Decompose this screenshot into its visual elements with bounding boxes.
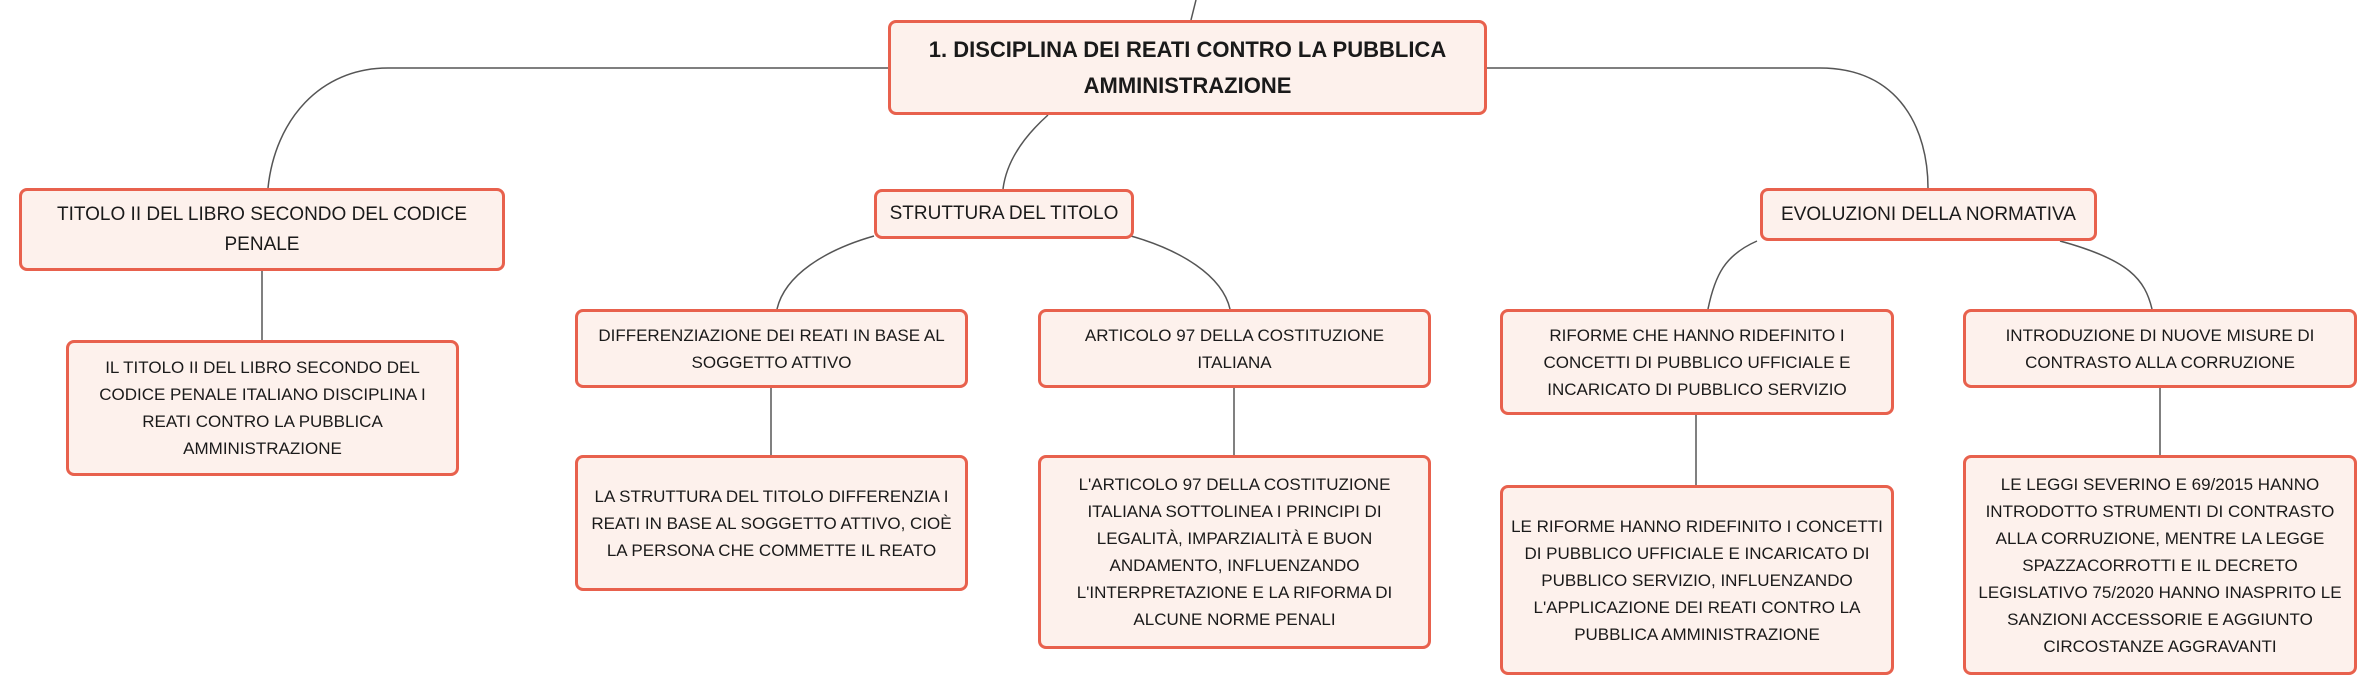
edge-struttura-to-articolo: [1131, 236, 1230, 309]
detail-label: LA STRUTTURA DEL TITOLO DIFFERENZIA I REATI IN BASE AL SOGGETTO ATTIVO, CIOÈ LA PERSONA CHE COMMETTE IL REATO: [591, 486, 952, 560]
topic-label: EVOLUZIONI DELLA NORMATIVA: [1781, 203, 2076, 225]
subtopic-riforme[interactable]: [1500, 309, 1894, 415]
edge-evoluzioni-to-riforme: [1708, 241, 1757, 309]
root-node[interactable]: [888, 20, 1487, 115]
edge-root-to-titolo: [268, 68, 888, 188]
subtopic-label: ARTICOLO 97 DELLA COSTITUZIONE ITALIANA: [1084, 325, 1385, 372]
detail-label: IL TITOLO II DEL LIBRO SECONDO DEL CODICE PENALE ITALIANO DISCIPLINA I REATI CONTRO LA PUBBLICA AMMINISTRAZIONE: [99, 358, 426, 458]
topic-evoluzioni[interactable]: [1760, 188, 2097, 241]
subtopic-articolo-97[interactable]: [1038, 309, 1431, 388]
topic-label: STRUTTURA DEL TITOLO: [889, 203, 1119, 224]
topic-label: TITOLO II DEL LIBRO SECONDO DEL CODICE PENALE: [57, 203, 467, 255]
detail-differenziazione[interactable]: [575, 455, 968, 591]
detail-riforme[interactable]: [1500, 485, 1894, 675]
detail-label: LE RIFORME HANNO RIDEFINITO I CONCETTI DI PUBBLICO UFFICIALE E INCARICATO DI PUBBLICO SERVIZIO, INFLUENZANDO L'APPLICAZIONE DEI REATI CONTRO LA PUBBLICA AMMINISTRAZIONE: [1511, 516, 1883, 644]
edge-top-stub: [1191, 0, 1196, 20]
subtopic-label: INTRODUZIONE DI NUOVE MISURE DI CONTRASTO ALLA CORRUZIONE: [2005, 325, 2315, 372]
edge-evoluzioni-to-introduzione: [2060, 241, 2152, 309]
detail-titolo-ii[interactable]: [66, 340, 459, 476]
detail-label: LE LEGGI SEVERINO E 69/2015 HANNO INTRODOTTO STRUMENTI DI CONTRASTO ALLA CORRUZIONE, MENTRE LA LEGGE SPAZZACORROTTI E IL DECRETO LEGISLATIVO 75/2020 HANNO INASPRITO LE SANZIONI ACCESSORIE E AGGIUNTO CIRCOSTANZE AGGRAVANTI: [1978, 474, 2342, 656]
topic-struttura[interactable]: [874, 189, 1134, 239]
root-label: 1. DISCIPLINA DEI REATI CONTRO LA PUBBLICA AMMINISTRAZIONE: [928, 36, 1447, 98]
detail-articolo-97[interactable]: [1038, 455, 1431, 649]
subtopic-label: DIFFERENZIAZIONE DEI REATI IN BASE AL SOGGETTO ATTIVO: [598, 325, 945, 372]
edge-root-to-struttura: [1003, 115, 1048, 189]
subtopic-introduzione[interactable]: [1963, 309, 2357, 388]
subtopic-label: RIFORME CHE HANNO RIDEFINITO I CONCETTI DI PUBBLICO UFFICIALE E INCARICATO DI PUBBLICO SERVIZIO: [1543, 325, 1851, 399]
edge-root-to-evoluzioni: [1487, 68, 1928, 188]
detail-introduzione[interactable]: [1963, 455, 2357, 675]
topic-titolo-ii[interactable]: [19, 188, 505, 271]
subtopic-differenziazione[interactable]: [575, 309, 968, 388]
detail-label: L'ARTICOLO 97 DELLA COSTITUZIONE ITALIANA SOTTOLINEA I PRINCIPI DI LEGALITÀ, IMPARZIALITÀ E BUON ANDAMENTO, INFLUENZANDO L'INTERPRETAZIONE E LA RIFORMA DI ALCUNE NORME PENALI: [1076, 475, 1393, 629]
edge-struttura-to-differenziazione: [777, 236, 874, 309]
